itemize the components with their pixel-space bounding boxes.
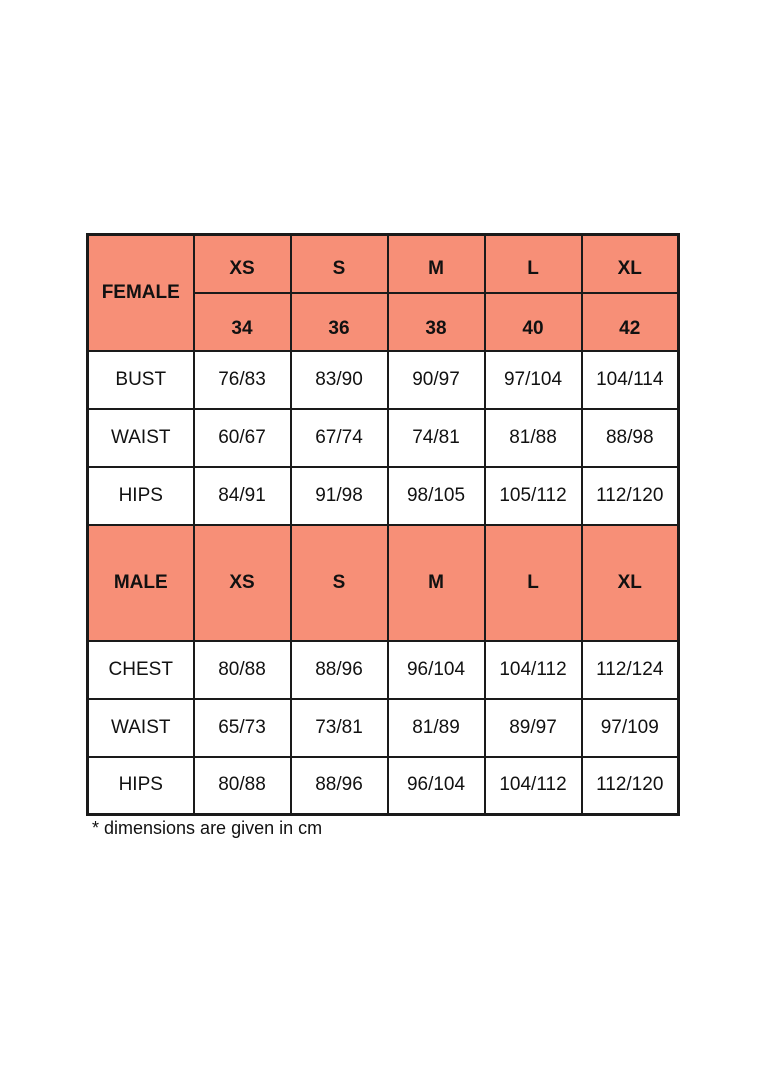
- row-label: CHEST: [88, 641, 194, 699]
- male-header-row: [88, 525, 679, 641]
- table-row-female-waist: [88, 409, 679, 467]
- table-cell: 76/83: [194, 351, 291, 409]
- table-cell: 81/89: [388, 699, 485, 757]
- table-row-male-waist: [88, 699, 679, 757]
- female-header-row: [88, 235, 679, 293]
- female-size-m: M: [388, 235, 485, 293]
- table-cell: 98/105: [388, 467, 485, 525]
- female-number-36: 36: [291, 293, 388, 351]
- female-label: FEMALE: [88, 235, 194, 351]
- row-label: WAIST: [88, 409, 194, 467]
- table-cell: 88/96: [291, 641, 388, 699]
- male-size-l: L: [485, 525, 582, 641]
- table-cell: 112/120: [582, 757, 679, 815]
- table-cell: 80/88: [194, 641, 291, 699]
- table-cell: 97/109: [582, 699, 679, 757]
- table-cell: 84/91: [194, 467, 291, 525]
- male-size-m: M: [388, 525, 485, 641]
- table-cell: 88/96: [291, 757, 388, 815]
- size-table: [86, 233, 680, 816]
- table-cell: 104/112: [485, 757, 582, 815]
- table-row-chest: [88, 641, 679, 699]
- table-cell: 73/81: [291, 699, 388, 757]
- table-cell: 80/88: [194, 757, 291, 815]
- female-size-xs: XS: [194, 235, 291, 293]
- row-label: HIPS: [88, 757, 194, 815]
- male-size-s: S: [291, 525, 388, 641]
- table-cell: 81/88: [485, 409, 582, 467]
- table-cell: 96/104: [388, 641, 485, 699]
- male-label: MALE: [88, 525, 194, 641]
- female-number-40: 40: [485, 293, 582, 351]
- table-row-bust: [88, 351, 679, 409]
- female-number-38: 38: [388, 293, 485, 351]
- male-size-xl: XL: [582, 525, 679, 641]
- table-cell: 112/120: [582, 467, 679, 525]
- female-number-42: 42: [582, 293, 679, 351]
- table-cell: 90/97: [388, 351, 485, 409]
- table-cell: 96/104: [388, 757, 485, 815]
- table-cell: 91/98: [291, 467, 388, 525]
- row-label: HIPS: [88, 467, 194, 525]
- table-cell: 105/112: [485, 467, 582, 525]
- table-cell: 74/81: [388, 409, 485, 467]
- footnote: * dimensions are given in cm: [92, 818, 323, 838]
- table-row-female-hips: [88, 467, 679, 525]
- male-size-xs: XS: [194, 525, 291, 641]
- size-chart: [86, 233, 677, 816]
- female-size-xl: XL: [582, 235, 679, 293]
- table-cell: 65/73: [194, 699, 291, 757]
- female-size-l: L: [485, 235, 582, 293]
- table-cell: 89/97: [485, 699, 582, 757]
- row-label: BUST: [88, 351, 194, 409]
- female-size-s: S: [291, 235, 388, 293]
- female-number-34: 34: [194, 293, 291, 351]
- table-row-male-hips: [88, 757, 679, 815]
- table-cell: 112/124: [582, 641, 679, 699]
- table-cell: 67/74: [291, 409, 388, 467]
- table-cell: 60/67: [194, 409, 291, 467]
- row-label: WAIST: [88, 699, 194, 757]
- table-cell: 88/98: [582, 409, 679, 467]
- table-cell: 104/112: [485, 641, 582, 699]
- table-cell: 97/104: [485, 351, 582, 409]
- table-cell: 83/90: [291, 351, 388, 409]
- table-cell: 104/114: [582, 351, 679, 409]
